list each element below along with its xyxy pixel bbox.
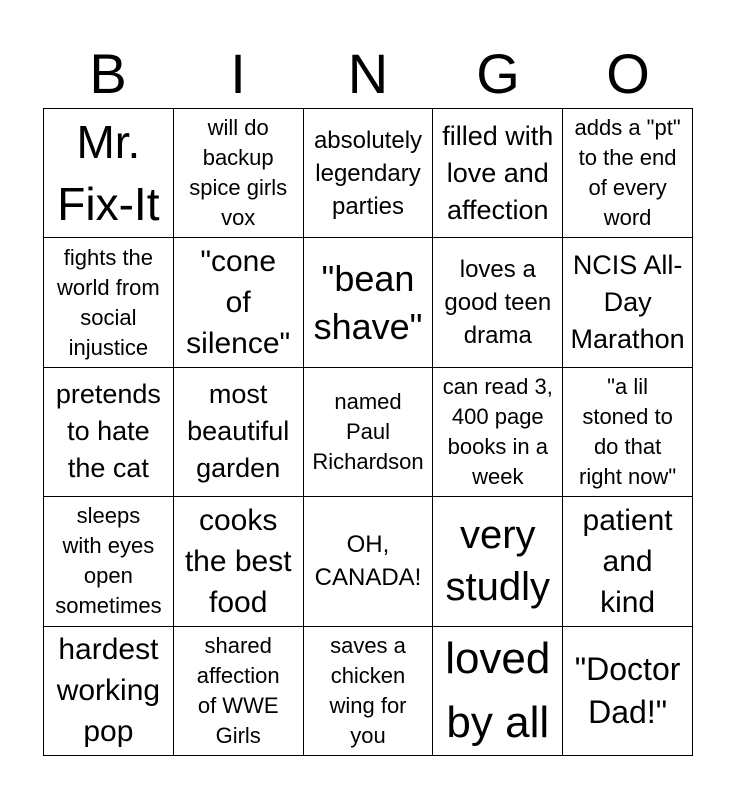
- cell-text: sleeps with eyes open sometimes: [55, 503, 162, 619]
- cell-text: Mr. Fix-It: [57, 116, 160, 231]
- cell-text: "cone of silence": [186, 245, 291, 361]
- bingo-cell-r1c1[interactable]: [44, 109, 174, 238]
- cell-text: "bean shave": [313, 257, 423, 347]
- bingo-cell-r3c1[interactable]: [44, 368, 174, 497]
- header-letter-n: N: [347, 42, 389, 105]
- cell-text: named Paul Richardson: [312, 388, 424, 474]
- cell-text: fights the world from social injustice: [57, 244, 160, 360]
- cell-text: pretends to hate the cat: [55, 379, 161, 484]
- bingo-cell-r4c1[interactable]: [44, 497, 174, 626]
- bingo-cell-r1c3[interactable]: [304, 109, 434, 238]
- bingo-cell-r5c3[interactable]: [304, 627, 434, 756]
- cell-text: loved by all: [445, 633, 551, 747]
- bingo-cell-r2c4[interactable]: [433, 238, 563, 367]
- cell-text: loves a good teen drama: [444, 256, 552, 350]
- bingo-cell-r5c5[interactable]: [563, 627, 693, 756]
- bingo-cell-r1c5[interactable]: [563, 109, 693, 238]
- bingo-cell-r4c2[interactable]: [174, 497, 304, 626]
- bingo-cell-r3c4[interactable]: [433, 368, 563, 497]
- header-letter-i: I: [230, 42, 246, 105]
- bingo-cell-r4c4[interactable]: [433, 497, 563, 626]
- bingo-cell-r2c1[interactable]: [44, 238, 174, 367]
- bingo-cell-r5c1[interactable]: [44, 627, 174, 756]
- bingo-cell-r3c5[interactable]: [563, 368, 693, 497]
- cell-text: cooks the best food: [184, 503, 292, 619]
- cell-text: "Doctor Dad!": [574, 650, 681, 730]
- cell-text: absolutely legendary parties: [313, 126, 423, 220]
- cell-text: OH, CANADA!: [314, 531, 422, 592]
- cell-text: most beautiful garden: [187, 379, 290, 484]
- cell-text: adds a "pt" to the end of every word: [574, 115, 681, 231]
- bingo-cell-r4c3[interactable]: [304, 497, 434, 626]
- bingo-cell-r1c4[interactable]: [433, 109, 563, 238]
- bingo-cell-r1c2[interactable]: [174, 109, 304, 238]
- bingo-cell-r4c5[interactable]: [563, 497, 693, 626]
- cell-text: will do backup spice girls vox: [189, 115, 288, 231]
- header-letter-b: B: [89, 42, 127, 105]
- cell-text: patient and kind: [582, 503, 673, 619]
- bingo-cell-r5c2[interactable]: [174, 627, 304, 756]
- cell-text: shared affection of WWE Girls: [196, 632, 280, 748]
- bingo-cell-r5c4[interactable]: [433, 627, 563, 756]
- cell-text: filled with love and affection: [442, 120, 554, 225]
- cell-text: NCIS All- Day Marathon: [570, 250, 685, 355]
- bingo-cell-r3c3[interactable]: [304, 368, 434, 497]
- cell-text: saves a chicken wing for you: [329, 632, 407, 748]
- bingo-cell-r2c3[interactable]: [304, 238, 434, 367]
- bingo-cell-r2c5[interactable]: [563, 238, 693, 367]
- cell-text: can read 3, 400 page books in a week: [442, 373, 553, 489]
- bingo-grid: [43, 108, 693, 756]
- header-letter-o: O: [606, 42, 650, 105]
- cell-text: hardest working pop: [56, 633, 161, 749]
- cell-text: "a lil stoned to do that right now": [579, 373, 677, 489]
- cell-text: very studly: [445, 513, 551, 610]
- bingo-header: [43, 40, 693, 108]
- bingo-cell-r2c2[interactable]: [174, 238, 304, 367]
- bingo-cell-r3c2[interactable]: [174, 368, 304, 497]
- header-letter-g: G: [476, 42, 520, 105]
